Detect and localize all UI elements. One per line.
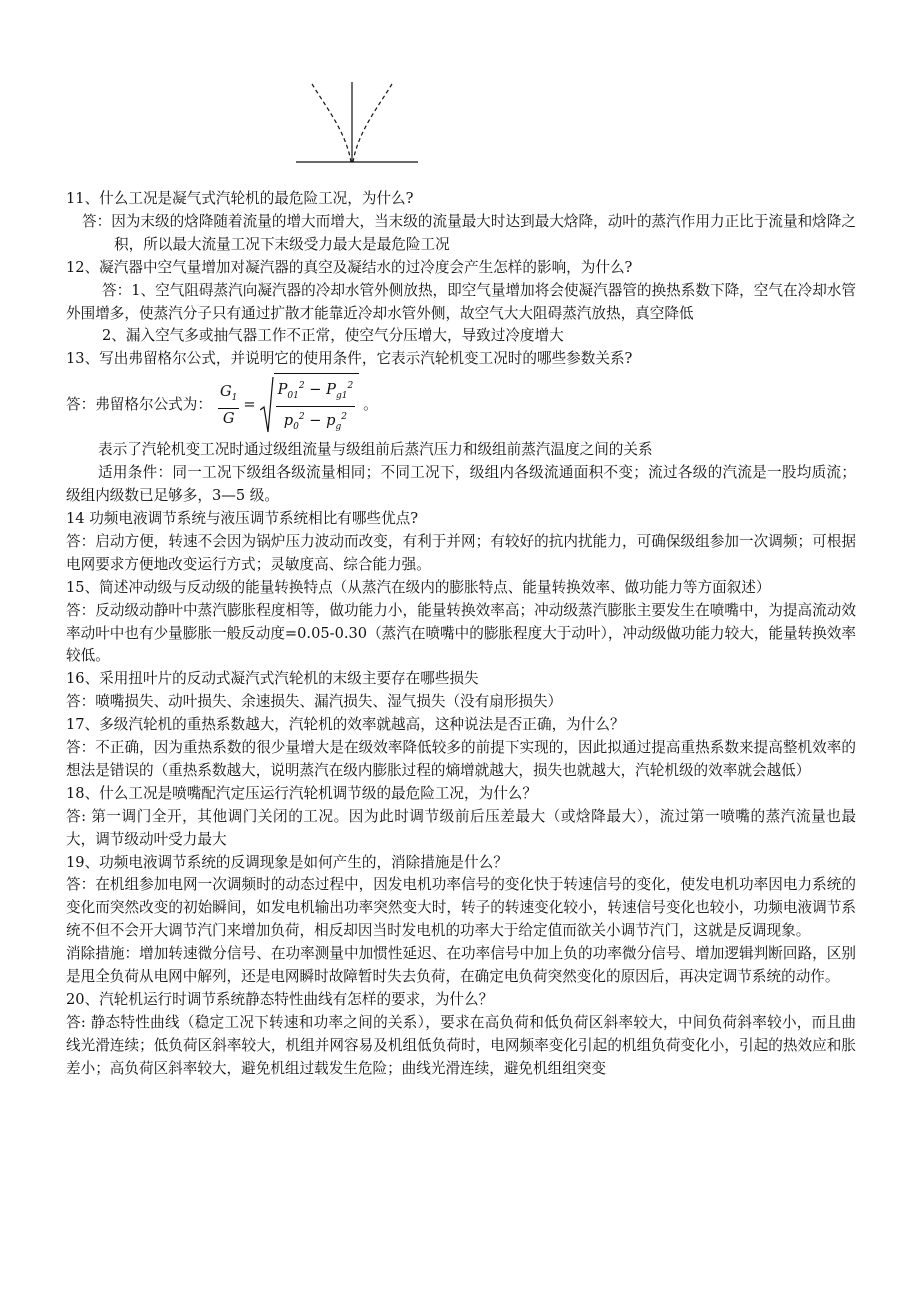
answer-13-meaning: 表示了汽轮机变工况时通过级组流量与级组前后蒸汽压力和级组前蒸汽温度之间的关系 xyxy=(98,441,653,459)
question-17: 17、多级汽轮机的重热系数越大，汽轮机的效率就越高，这种说法是否正确，为什么？ xyxy=(66,716,625,734)
question-19: 19、功频电液调节系统的反调现象是如何产生的，消除措施是什么？ xyxy=(66,853,508,871)
square-root: $\frac{P_{01}^2 - P_{g1}^2}{p_0^2 - p_g^2}$ xyxy=(260,373,360,437)
answer-12-part2: 2、漏入空气多或抽气器工作不正常，使空气分压增大，导致过冷度增大 xyxy=(102,327,564,345)
question-12: 12、凝汽器中空气量增加对凝汽器的真空及凝结水的过冷度会产生怎样的影响，为什么? xyxy=(66,258,633,276)
question-18: 18、什么工况是喷嘴配汽定压运行汽轮机调节级的最危险工况，为什么？ xyxy=(66,784,537,802)
blade-profile-diagram-icon xyxy=(296,82,422,168)
answer-16: 答：喷嘴损失、动叶损失、余速损失、漏汽损失、湿气损失（没有扇形损失） xyxy=(66,693,563,711)
formula-period: 。 xyxy=(363,395,378,413)
answer-17: 答：不正确，因为重热系数的很少量增大是在级效率降低较多的前提下实现的，因此拟通过提高重热系数来提高整机效率的想法是错误的（重热系数越大，说明蒸汽在级内膨胀过程的熵增就越大，损失也就越大，汽轮机级的效率就会越低） xyxy=(66,739,856,779)
answer-18: 答: 第一调门全开，其他调门关闭的工况。因为此时调节级前后压差最大（或焓降最大），流过第一喷嘴的蒸汽流量也最大，调节级动叶受力最大 xyxy=(66,807,856,848)
question-16: 16、采用扭叶片的反动式凝汽式汽轮机的末级主要存在哪些损失 xyxy=(66,670,479,688)
question-20: 20、汽轮机运行时调节系统静态特性曲线有怎样的要求，为什么？ xyxy=(66,991,494,1008)
answer-19-measures: 消除措施：增加转速微分信号、在功率测量中加惯性延迟、在功率信号中加上负的功率微分信号、增加逻辑判断回路，区别是甩全负荷从电网中解列，还是电网瞬时故障暂时失去负荷，在确定电负荷突然变化的原因后，再决定调节系统的动作。 xyxy=(66,945,856,986)
answer-14: 答：启动方便，转速不会因为锅炉压力波动而改变，有利于并网；有较好的抗内扰能力，可确保级组参加一次调频；可根据电网要求方便地改变运行方式；灵敏度高、综合能力强。 xyxy=(66,532,856,573)
answer-15: 答：反动级动静叶中蒸汽膨胀程度相等，做功能力小，能量转换效率高；冲动级蒸汽膨胀主要发生在喷嘴中，为提高流动效率动叶中也有少量膨胀一般反动度=0.05-0.30（蒸汽在喷嘴中的膨胀程度大于动叶），冲动级做功能力较大，能量转换效率较低。 xyxy=(66,601,856,665)
answer-11: 答：因为末级的焓降随着流量的增大而增大，当末级的流量最大时达到最大焓降，动叶的蒸汽作用力正比于流量和焓降之积，所以最大流量工况下末级受力最大是最危险工况 xyxy=(82,212,856,253)
qa-content xyxy=(66,188,856,1081)
answer-12-part1: 答：1、空气阻碍蒸汽向凝汽器的冷却水管外侧放热，即空气量增加将会使凝汽器管的换热系数下降，空气在冷却水管外围增多，使蒸汽分子只有通过扩散才能靠近冷却水管外侧，故空气大大阻碍蒸汽放热，真空降低 xyxy=(66,281,856,322)
formula-label: 答：弗留格尔公式为： xyxy=(66,395,212,413)
answer-20: 答: 静态特性曲线（稳定工况下转速和功率之间的关系），要求在高负荷和低负荷区斜率较大，中间负荷斜率较小，而且曲线光滑连续；低负荷区斜率较大，机组并网容易及机组低负荷时，电网频率变化引起的机组负荷变化小，引起的热效应和胀差小；高负荷区斜率较大，避免机组过载发生危险；曲线光滑连续，避免机组组突变 xyxy=(66,1013,856,1077)
flugel-formula: 答：弗留格尔公式为： $\frac{G_1}{G}$ = $\frac{P_{01}^2 - P_{g1}^2}{p_0^2 - p_g^2}$ 。 xyxy=(66,373,856,437)
question-11: 11、什么工况是凝气式汽轮机的最危险工况，为什么? xyxy=(66,190,414,207)
question-13: 13、写出弗留格尔公式，并说明它的使用条件，它表示汽轮机变工况时的哪些参数关系? xyxy=(66,350,633,368)
answer-19: 答：在机组参加电网一次调频时的动态过程中，因发电机功率信号的变化快于转速信号的变化，使发电机功率因电力系统的变化而突然改变的初始瞬间，如发电机输出功率突然变大时，转子的转速变化较小，转速信号变化也较小，功频电液调节系统不但不会开大调节汽门来增加负荷，相反却因当时发电机的功率大于给定值而欲关小调节汽门，这就是反调现象。 xyxy=(66,876,856,940)
flow-ratio: $\frac{G_1}{G}$ xyxy=(219,382,238,427)
answer-13-conditions: 适用条件：同一工况下级组各级流量相同；不同工况下，级组内各级流通面积不变；流过各级的汽流是一股均质流；级组内级数已足够多，3—5 级。 xyxy=(66,464,856,505)
question-15: 15、简述冲动级与反动级的能量转换特点（从蒸汽在级内的膨胀特点、能量转换效率、做功能力等方面叙述） xyxy=(66,578,771,596)
question-14: 14 功频电液调节系统与液压调节系统相比有哪些优点? xyxy=(66,509,419,527)
